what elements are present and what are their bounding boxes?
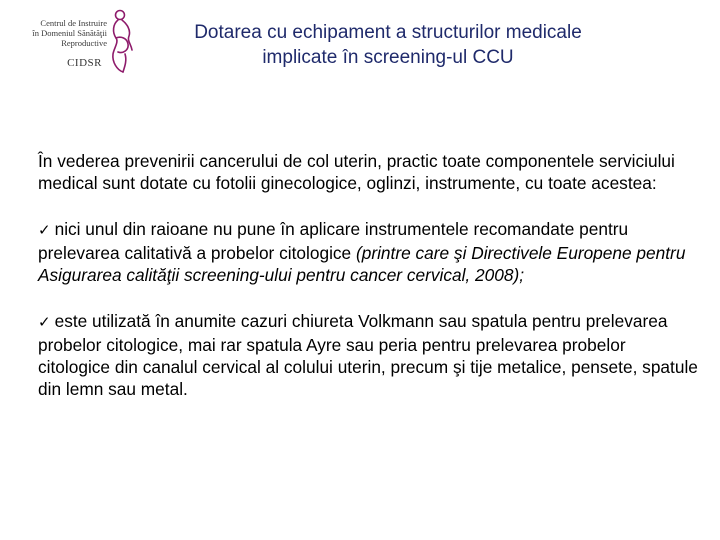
title-line-2: implicate în screening-ul CCU <box>262 47 514 68</box>
cidsr-logo <box>12 8 136 70</box>
mother-figure-icon <box>105 8 137 74</box>
logo-abbreviation: CIDSR <box>67 57 102 69</box>
logo-name <box>12 18 107 48</box>
slide-body <box>38 150 698 424</box>
title-line-1: Dotarea cu echipament a structurilor medicale <box>194 22 582 43</box>
logo-line-3: Reproductive <box>61 38 107 48</box>
bullet-item <box>38 310 698 400</box>
checkmark-icon: ✓ <box>38 222 51 239</box>
bullet-text: este utilizată în anumite cazuri chiureta Volkmann sau spatula pentru prelevarea probelor citologice, mai rar spatula Ayre sau peria pentru prelevarea probelor citologice din canalul cervical al colului uterin, precum şi tije metalice, pensete, spatule din lemn sau metal. <box>38 311 698 399</box>
intro-paragraph: În vederea prevenirii cancerului de col uterin, practic toate componentele serviciului medical sunt dotate cu fotolii ginecologice, oglinzi, instrumente, cu toate acestea: <box>38 151 675 193</box>
bullet-item <box>38 218 698 286</box>
checkmark-icon: ✓ <box>38 314 51 331</box>
bullet-text: nici unul din raioane nu pune în aplicare instrumentele recomandate pentru prelevarea calitativă a probelor citologice <box>38 219 629 263</box>
bullet-citation: (printre care şi Directivele Europene pentru Asigurarea calităţii screening-ului pentru cancer cervical, 2008); <box>38 243 686 285</box>
logo-line-1: Centrul de Instruire <box>40 18 107 28</box>
page-title <box>138 20 638 70</box>
logo-line-2: în Domeniul Sănătăţii <box>32 28 107 38</box>
